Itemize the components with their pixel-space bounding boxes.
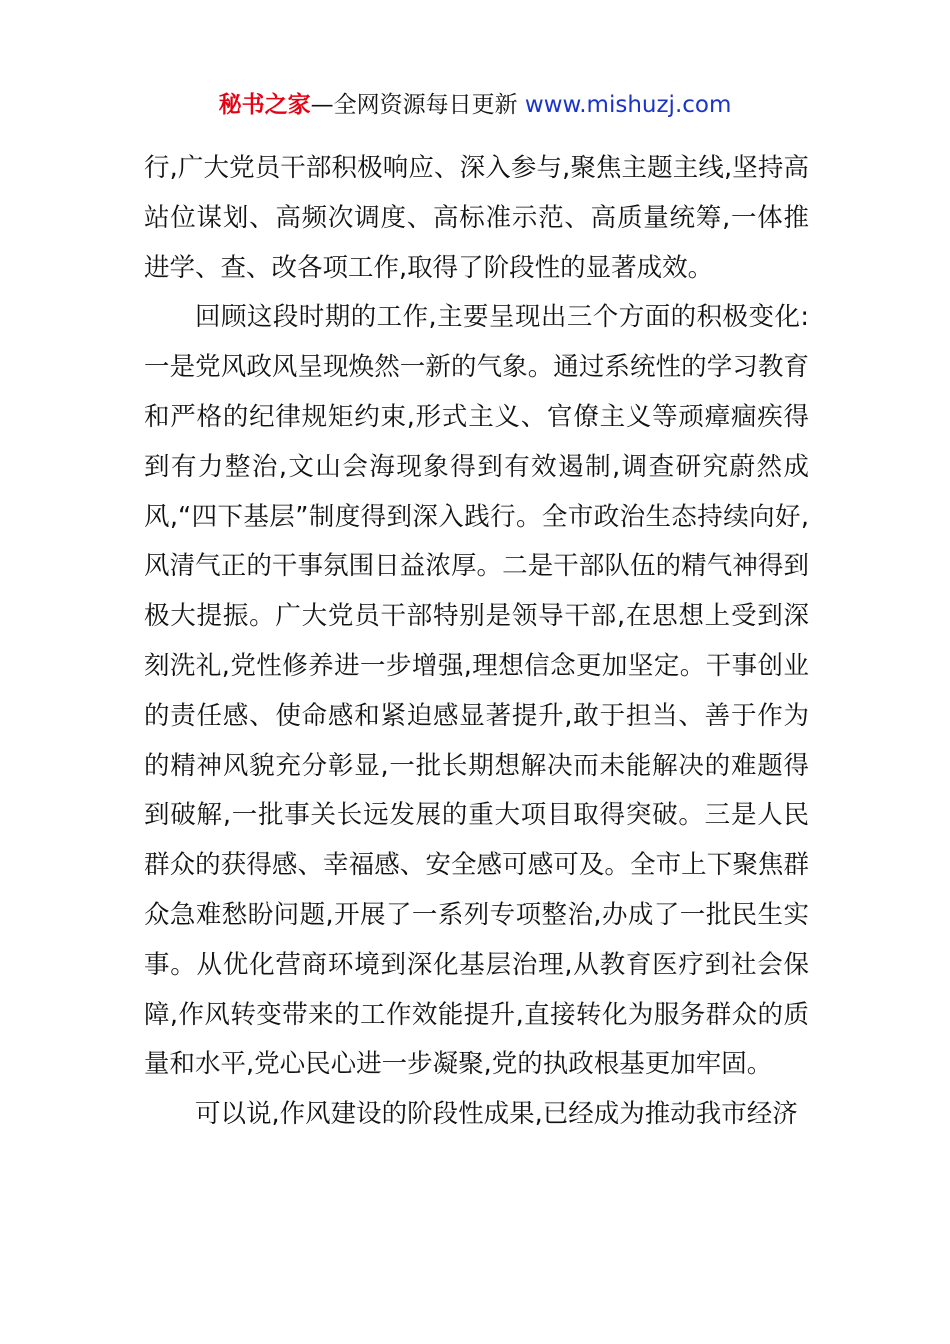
- website-link[interactable]: www.mishuzj.com: [524, 92, 732, 118]
- header-tagline: —全网资源每日更新: [310, 92, 518, 118]
- page-header: [0, 88, 950, 122]
- document-body: [144, 144, 809, 1140]
- paragraph-review: 回顾这段时期的工作,主要呈现出三个方面的积极变化:一是党风政风呈现焕然一新的气象。通过系统性的学习教育和严格的纪律规矩约束,形式主义、官僚主义等顽瘴痼疾得到有力整治,文山会海现象得到有效遏制,调查研究蔚然成风,“四下基层”制度得到深入践行。全市政治生态持续向好,风清气正的干事氛围日益浓厚。二是干部队伍的精气神得到极大提振。广大党员干部特别是领导干部,在思想上受到深刻洗礼,党性修养进一步增强,理想信念更加坚定。干事创业的责任感、使命感和紧迫感显著提升,敢于担当、善于作为的精神风貌充分彰显,一批长期想解决而未能解决的难题得到破解,一批事关长远发展的重大项目取得突破。三是人民群众的获得感、幸福感、安全感可感可及。全市上下聚焦群众急难愁盼问题,开展了一系列专项整治,办成了一批民生实事。从优化营商环境到深化基层治理,从教育医疗到社会保障,作风转变带来的工作效能提升,直接转化为服务群众的质量和水平,党心民心进一步凝聚,党的执政根基更加牢固。: [144, 302, 809, 1080]
- paragraph-continuation: 行,广大党员干部积极响应、深入参与,聚焦主题主线,坚持高站位谋划、高频次调度、高标准示范、高质量统筹,一体推进学、查、改各项工作,取得了阶段性的显著成效。: [144, 153, 809, 283]
- brand-name: 秘书之家: [218, 92, 311, 118]
- paragraph-conclusion: 可以说,作风建设的阶段性成果,已经成为推动我市经济: [195, 1099, 798, 1130]
